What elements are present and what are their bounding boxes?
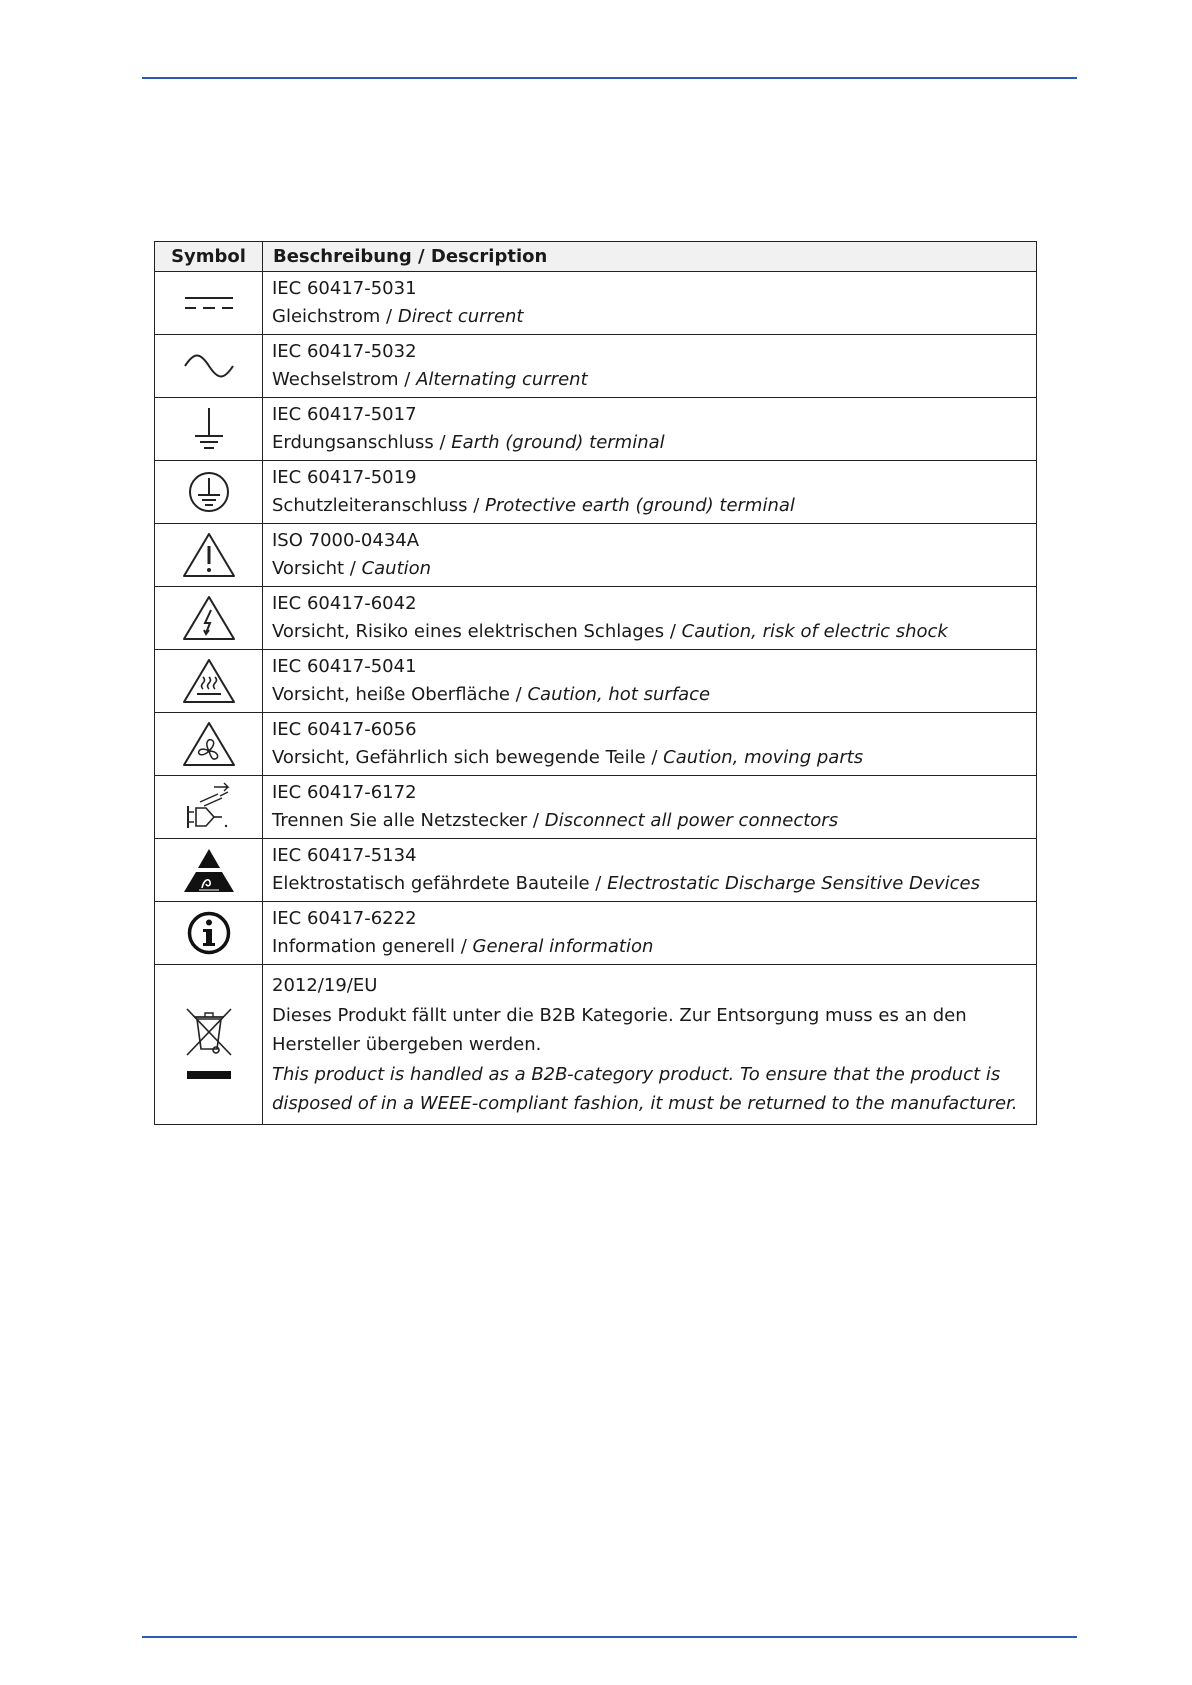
description-en: General information (472, 936, 654, 957)
standard-code: IEC 60417-5134 (272, 845, 417, 866)
table-row (155, 650, 1037, 713)
table-row (155, 398, 1037, 461)
electric-shock-icon (182, 594, 236, 642)
description-en: Caution (361, 558, 432, 579)
table-row (155, 776, 1037, 839)
description-cell (263, 902, 1037, 965)
description-de: Vorsicht, Gefährlich sich bewegende Teile / (272, 747, 664, 768)
standard-code: IEC 60417-5041 (272, 656, 417, 677)
description-de: Erdungsanschluss / (272, 432, 452, 453)
esd-icon (182, 846, 236, 894)
header-description: Beschreibung / Description (263, 242, 1037, 272)
description-en: Electrostatic Discharge Sensitive Devices (607, 873, 980, 894)
table-row (155, 965, 1037, 1125)
information-icon (186, 910, 232, 956)
caution-icon (182, 531, 236, 579)
standard-code: IEC 60417-6056 (272, 719, 417, 740)
description-de: Trennen Sie alle Netzstecker / (272, 810, 545, 831)
description-cell (263, 776, 1037, 839)
standard-code: IEC 60417-5017 (272, 404, 417, 425)
direct-current-icon (182, 293, 236, 313)
description-de: Vorsicht, Risiko eines elektrischen Schlages / (272, 621, 682, 642)
table-header-row (155, 242, 1037, 272)
description-cell (263, 272, 1037, 335)
description-de: Vorsicht, heiße Oberfläche / (272, 684, 528, 705)
description-en: This product is handled as a B2B-category product. To ensure that the product is disposed of in a WEEE-compliant fashion, it must be returned to the manufacturer. (272, 1063, 1018, 1114)
disconnect-power-icon (184, 782, 234, 832)
description-en: Protective earth (ground) terminal (485, 495, 795, 516)
description-cell (263, 524, 1037, 587)
description-cell (263, 335, 1037, 398)
description-en: Alternating current (416, 369, 588, 390)
description-cell (263, 839, 1037, 902)
symbol-cell (155, 650, 263, 713)
standard-code: IEC 60417-5032 (272, 341, 417, 362)
standard-code: ISO 7000-0434A (272, 530, 420, 551)
symbol-table (154, 241, 1037, 1125)
symbol-cell (155, 524, 263, 587)
description-de: Dieses Produkt fällt unter die B2B Kategorie. Zur Entsorgung muss es an den Hersteller übergeben werden. (272, 1004, 967, 1055)
standard-code: IEC 60417-6172 (272, 782, 417, 803)
symbol-cell (155, 965, 263, 1125)
description-en: Earth (ground) terminal (451, 432, 665, 453)
description-en: Caution, hot surface (527, 684, 711, 705)
description-de: Gleichstrom / (272, 306, 398, 327)
description-en: Caution, risk of electric shock (681, 621, 948, 642)
description-de: Information generell / (272, 936, 473, 957)
description-en: Disconnect all power connectors (544, 810, 839, 831)
description-de: Elektrostatisch gefährdete Bauteile / (272, 873, 608, 894)
description-cell (263, 398, 1037, 461)
earth-ground-icon (189, 404, 229, 454)
symbol-cell (155, 398, 263, 461)
header-symbol: Symbol (155, 242, 263, 272)
standard-code: IEC 60417-6042 (272, 593, 417, 614)
table-row (155, 713, 1037, 776)
table-row (155, 272, 1037, 335)
symbol-cell (155, 902, 263, 965)
description-de: Schutzleiteranschluss / (272, 495, 486, 516)
standard-code: IEC 60417-6222 (272, 908, 417, 929)
description-de: Wechselstrom / (272, 369, 417, 390)
symbol-cell (155, 461, 263, 524)
symbol-cell (155, 272, 263, 335)
symbol-cell (155, 335, 263, 398)
description-en: Caution, moving parts (663, 747, 864, 768)
header-rule (142, 77, 1077, 79)
description-cell (263, 965, 1037, 1125)
moving-parts-icon (182, 720, 236, 768)
table-row (155, 461, 1037, 524)
symbol-cell (155, 587, 263, 650)
standard-code: IEC 60417-5019 (272, 467, 417, 488)
description-de: Vorsicht / (272, 558, 362, 579)
table-row (155, 902, 1037, 965)
table-row (155, 839, 1037, 902)
symbol-cell (155, 713, 263, 776)
standard-code: IEC 60417-5031 (272, 278, 417, 299)
description-cell (263, 713, 1037, 776)
symbol-cell (155, 839, 263, 902)
alternating-current-icon (182, 354, 236, 378)
weee-crossed-bin-icon (181, 1005, 237, 1085)
table-row (155, 587, 1037, 650)
table-row (155, 524, 1037, 587)
description-en: Direct current (397, 306, 524, 327)
protective-earth-icon (186, 469, 232, 515)
description-cell (263, 587, 1037, 650)
description-cell (263, 461, 1037, 524)
hot-surface-icon (182, 657, 236, 705)
description-cell (263, 650, 1037, 713)
footer-rule (142, 1636, 1077, 1638)
table-row (155, 335, 1037, 398)
symbol-cell (155, 776, 263, 839)
standard-code: 2012/19/EU (272, 975, 378, 996)
